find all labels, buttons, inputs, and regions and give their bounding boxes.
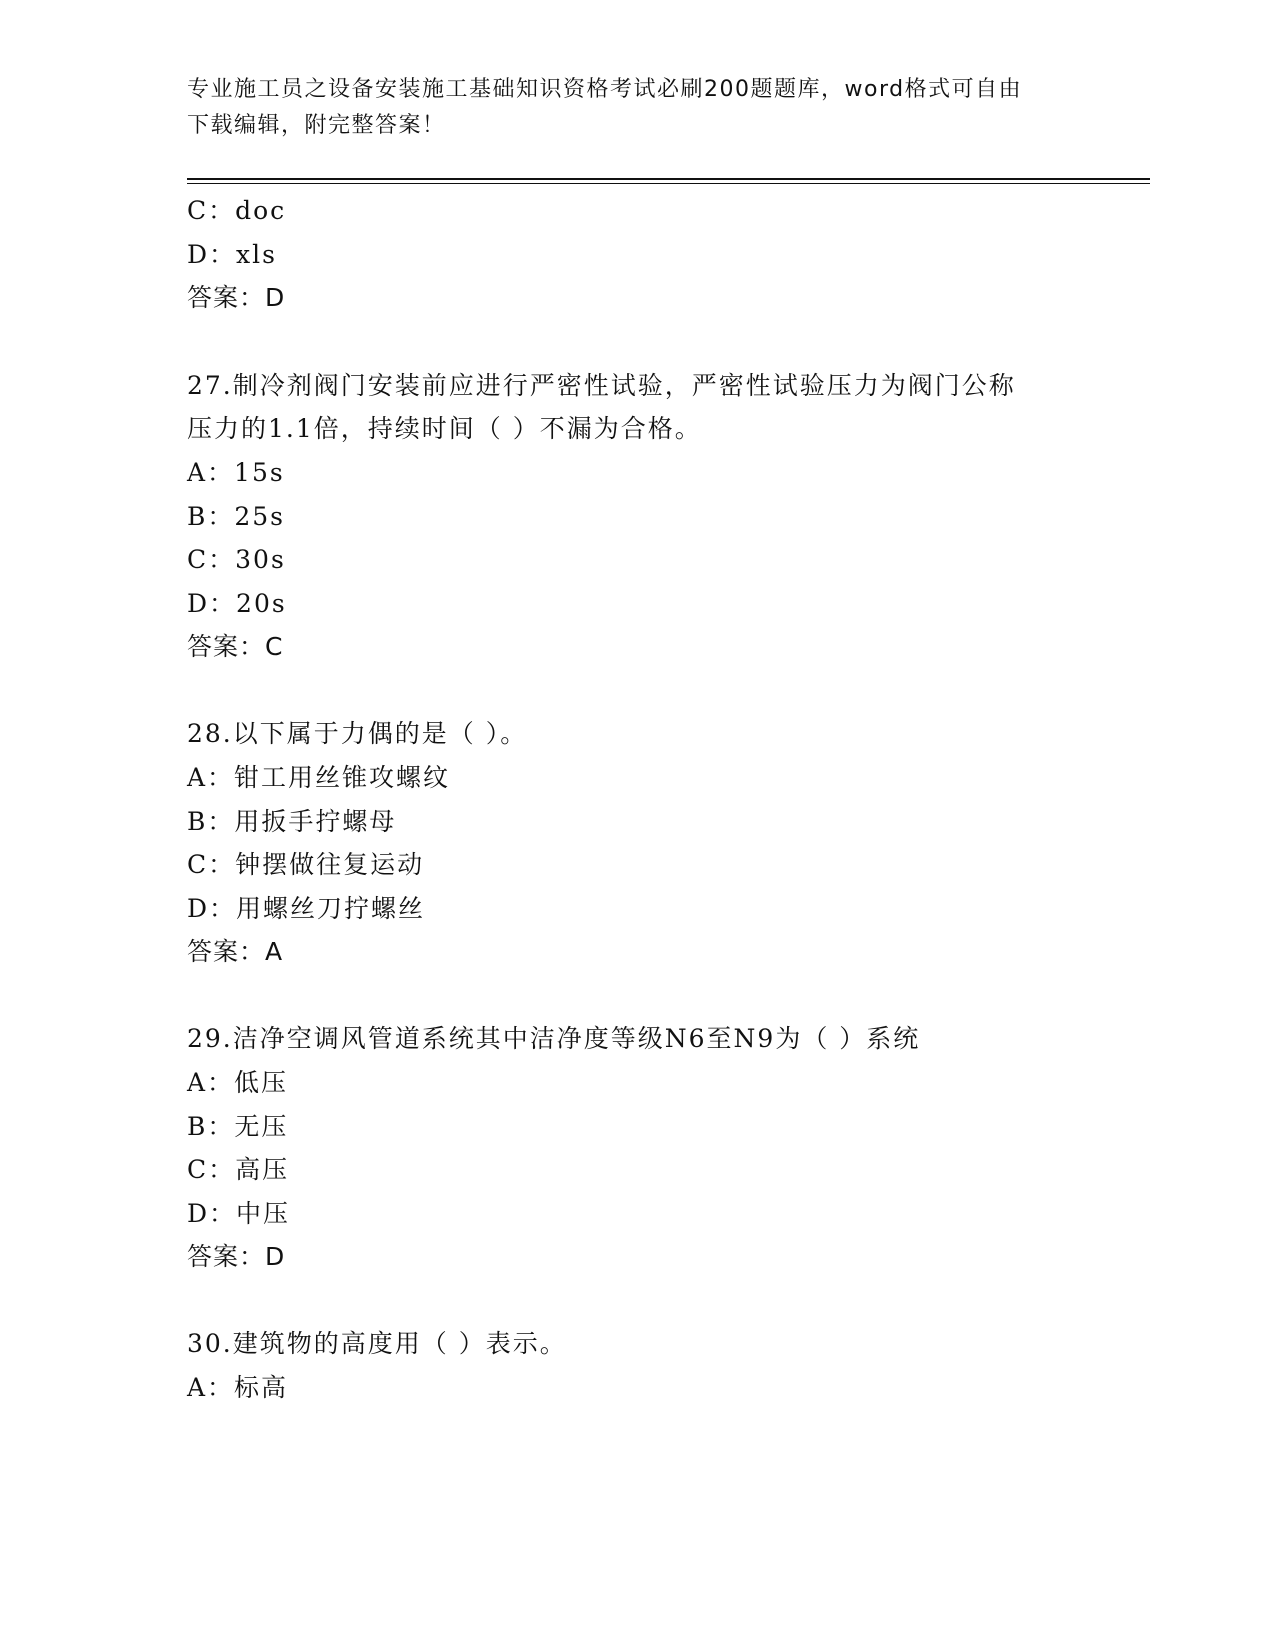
document-header — [187, 72, 1067, 144]
prev-option-d: D：xls — [187, 240, 277, 269]
question-28-stem: 28.以下属于力偶的是（ ）。 — [187, 719, 528, 748]
question-27-option-d: D：20s — [187, 589, 287, 618]
question-27-option-a: A：15s — [187, 458, 285, 487]
header-line-2: 下载编辑，附完整答案！ — [187, 113, 446, 138]
question-29-option-c: C：高压 — [187, 1155, 290, 1184]
question-28-answer: 答案：A — [187, 937, 284, 966]
header-line-1: 专业施工员之设备安装施工基础知识资格考试必刷200题题库，word格式可自由 — [187, 77, 1023, 102]
question-27-answer: 答案：C — [187, 632, 284, 661]
question-28-option-d: D：用螺丝刀拧螺丝 — [187, 894, 426, 923]
header-rule-thick — [187, 178, 1150, 180]
question-27-option-c: C：30s — [187, 545, 286, 574]
prev-option-c: C：doc — [187, 196, 287, 225]
question-30-option-a: A：标高 — [187, 1373, 289, 1402]
question-27-option-b: B：25s — [187, 502, 286, 531]
question-29-stem: 29.洁净空调风管道系统其中洁净度等级N6至N9为（ ）系统 — [187, 1024, 921, 1053]
question-29-answer: 答案：D — [187, 1242, 286, 1271]
question-29-option-a: A：低压 — [187, 1068, 289, 1097]
question-27-stem-line-1: 27.制冷剂阀门安装前应进行严密性试验，严密性试验压力为阀门公称 — [187, 371, 1016, 400]
question-28-option-b: B：用扳手拧螺母 — [187, 807, 397, 836]
prev-answer: 答案：D — [187, 283, 286, 312]
header-rule-thin — [187, 183, 1150, 184]
question-29-option-b: B：无压 — [187, 1112, 289, 1141]
question-28-option-c: C：钟摆做往复运动 — [187, 850, 425, 879]
question-29-option-d: D：中压 — [187, 1199, 291, 1228]
question-28-option-a: A：钳工用丝锥攻螺纹 — [187, 763, 451, 792]
question-30-stem: 30.建筑物的高度用（ ）表示。 — [187, 1329, 567, 1358]
question-27-stem-line-2: 压力的1.1倍，持续时间（ ）不漏为合格。 — [187, 414, 702, 443]
